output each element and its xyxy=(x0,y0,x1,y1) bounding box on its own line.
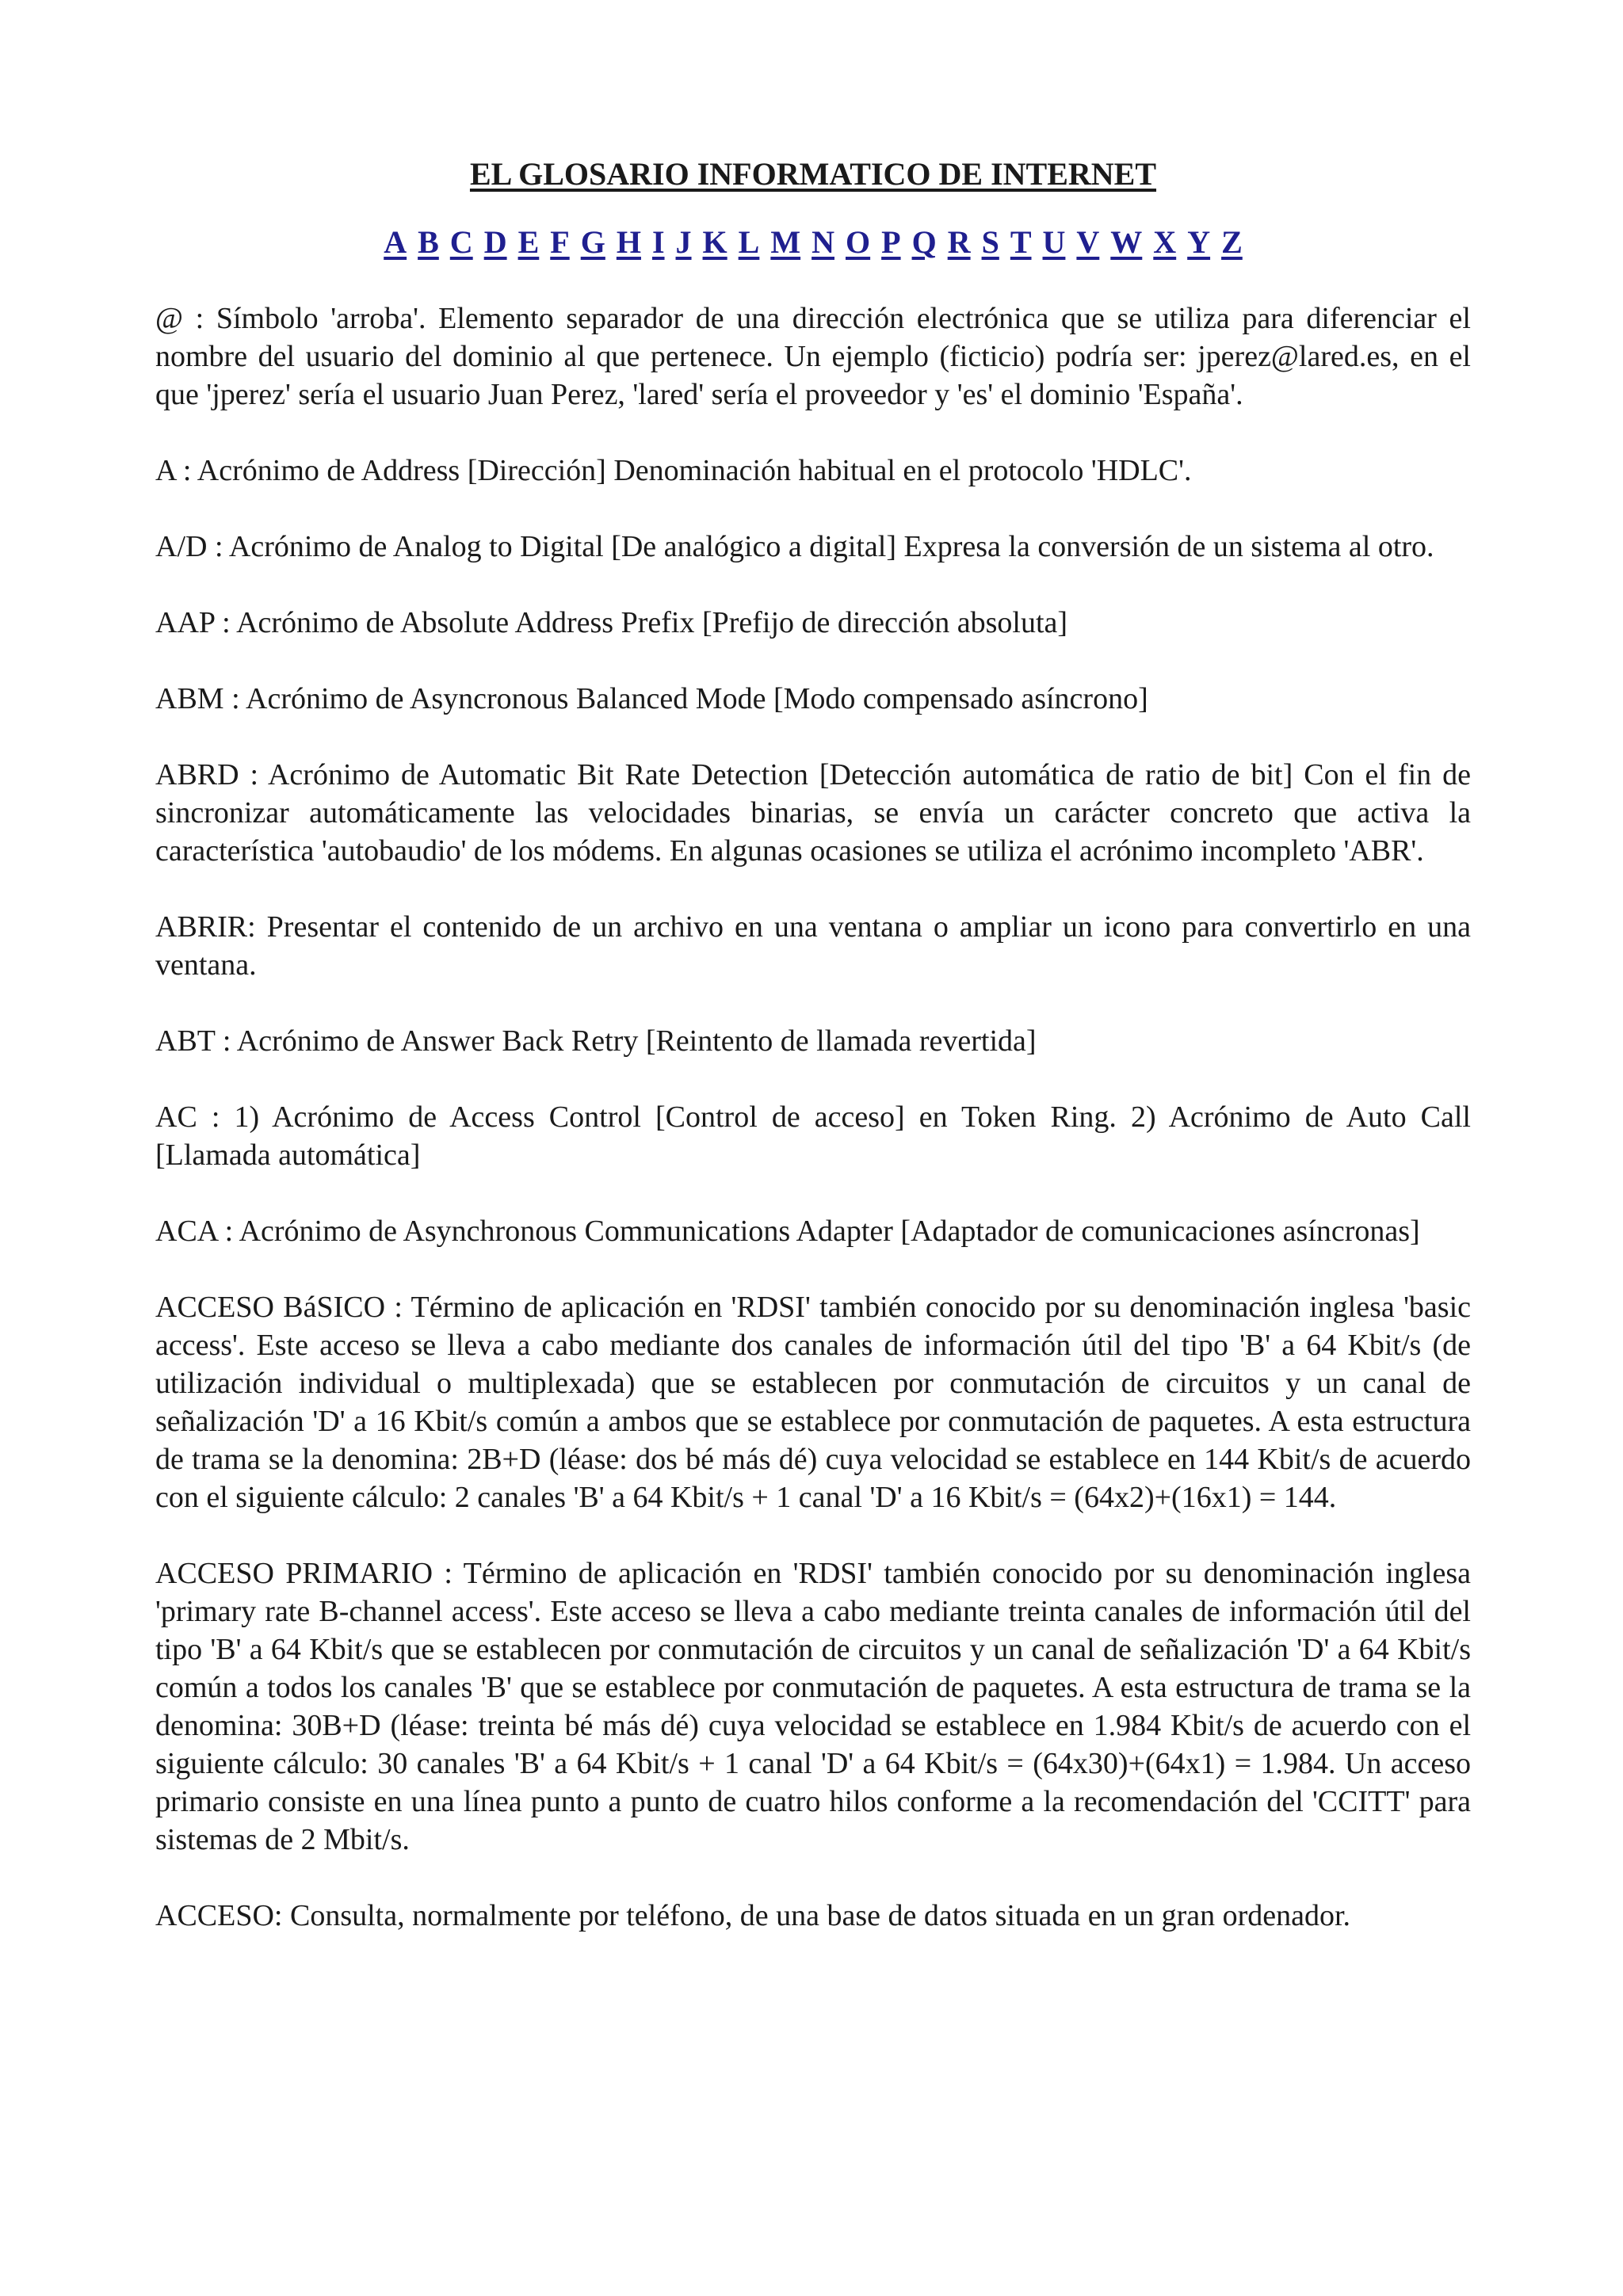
glossary-entry: ABM : Acrónimo de Asyncronous Balanced Mode [Modo compensado asíncrono] xyxy=(155,682,1148,715)
letter-link-r[interactable]: R xyxy=(947,224,971,260)
letter-link-l[interactable]: L xyxy=(738,224,760,260)
letter-link-y[interactable]: Y xyxy=(1187,224,1211,260)
glossary-entry: A/D : Acrónimo de Analog to Digital [De analógico a digital] Expresa la conversión de un sistema al otro. xyxy=(155,530,1434,563)
letter-link-v[interactable]: V xyxy=(1076,224,1100,260)
letter-link-h[interactable]: H xyxy=(616,224,641,260)
page-title: EL GLOSARIO INFORMATICO DE INTERNET xyxy=(469,156,1157,192)
letter-link-i[interactable]: I xyxy=(651,224,665,260)
glossary-entry: ABRD : Acrónimo de Automatic Bit Rate Detection [Detección automática de ratio de bit] Con el fin de sincronizar automáticamente las velocidades binarias, se envía un carácter concreto que activa la característica 'autobaudio' de los módems. En algunas ocasiones se utiliza el acrónimo incompleto 'ABR'. xyxy=(155,758,1471,868)
letter-link-u[interactable]: U xyxy=(1042,224,1066,260)
letter-link-c[interactable]: C xyxy=(449,224,473,260)
glossary-entry: ABRIR: Presentar el contenido de un archivo en una ventana o ampliar un icono para convertirlo en una ventana. xyxy=(155,910,1471,982)
letter-link-o[interactable]: O xyxy=(846,224,871,260)
glossary-entry: ACA : Acrónimo de Asynchronous Communications Adapter [Adaptador de comunicaciones asíncronas] xyxy=(155,1215,1420,1248)
letter-link-x[interactable]: X xyxy=(1153,224,1177,260)
letter-link-q[interactable]: Q xyxy=(911,224,937,260)
letter-link-n[interactable]: N xyxy=(812,224,834,260)
alphabet-index xyxy=(155,220,1471,265)
letter-link-j[interactable]: J xyxy=(675,224,692,260)
letter-link-p[interactable]: P xyxy=(881,224,901,260)
letter-link-g[interactable]: G xyxy=(580,224,605,260)
letter-link-e[interactable]: E xyxy=(517,224,540,260)
letter-link-k[interactable]: K xyxy=(702,224,727,260)
glossary-entry: ACCESO: Consulta, normalmente por teléfono, de una base de datos situada en un gran ordenador. xyxy=(155,1899,1351,1932)
glossary-entry: AC : 1) Acrónimo de Access Control [Control de acceso] en Token Ring. 2) Acrónimo de Auto Call [Llamada automática] xyxy=(155,1100,1471,1172)
letter-link-b[interactable]: B xyxy=(418,224,439,260)
letter-link-f[interactable]: F xyxy=(550,224,570,260)
document-page xyxy=(155,152,1471,1973)
letter-link-s[interactable]: S xyxy=(981,224,999,260)
letter-link-z[interactable]: Z xyxy=(1221,224,1243,260)
letter-link-m[interactable]: M xyxy=(770,224,801,260)
glossary-entry: AAP : Acrónimo de Absolute Address Prefix [Prefijo de dirección absoluta] xyxy=(155,606,1068,639)
glossary-entry: A : Acrónimo de Address [Dirección] Denominación habitual en el protocolo 'HDLC'. xyxy=(155,454,1192,487)
glossary-entry: ACCESO BáSICO : Término de aplicación en 'RDSI' también conocido por su denominación inglesa 'basic access'. Este acceso se lleva a cabo mediante dos canales de información útil del tipo 'B' a 64 Kbit/s (de utilización individual o multiplexada) que se establecen por conmutación de circuitos y un canal de señalización 'D' a 16 Kbit/s común a ambos que se establece por conmutación de paquetes. A esta estructura de trama se la denomina: 2B+D (léase: dos bé más dé) cuya velocidad se establece en 144 Kbit/s de acuerdo con el siguiente cálculo: 2 canales 'B' a 64 Kbit/s + 1 canal 'D' a 16 Kbit/s = (64x2)+(16x1) = 144. xyxy=(155,1291,1471,1514)
glossary-entry: @ : Símbolo 'arroba'. Elemento separador de una dirección electrónica que se utiliza para diferenciar el nombre del usuario del dominio al que pertenece. Un ejemplo (ficticio) podría ser: jperez@lared.es, en el que 'jperez' sería el usuario Juan Perez, 'lared' sería el proveedor y 'es' el dominio 'España'. xyxy=(155,302,1471,411)
letter-link-t[interactable]: T xyxy=(1010,224,1032,260)
letter-link-w[interactable]: W xyxy=(1110,224,1143,260)
glossary-entry: ACCESO PRIMARIO : Término de aplicación en 'RDSI' también conocido por su denominación inglesa 'primary rate B-channel access'. Este acceso se lleva a cabo mediante treinta canales de información útil del tipo 'B' a 64 Kbit/s que se establecen por conmutación de circuitos y un canal de señalización 'D' a 64 Kbit/s común a todos los canales 'B' que se establece por conmutación de paquetes. A esta estructura de trama se la denomina: 30B+D (léase: treinta bé más dé) cuya velocidad se establece en 1.984 Kbit/s de acuerdo con el siguiente cálculo: 30 canales 'B' a 64 Kbit/s + 1 canal 'D' a 64 Kbit/s = (64x30)+(64x1) = 1.984. Un acceso primario consiste en una línea punto a punto de cuatro hilos conforme a la recomendación del 'CCITT' para sistemas de 2 Mbit/s. xyxy=(155,1557,1471,1856)
glossary-entries xyxy=(155,299,1471,1935)
glossary-entry: ABT : Acrónimo de Answer Back Retry [Reintento de llamada revertida] xyxy=(155,1024,1037,1058)
letter-link-a[interactable]: A xyxy=(384,224,407,260)
letter-link-d[interactable]: D xyxy=(483,224,507,260)
